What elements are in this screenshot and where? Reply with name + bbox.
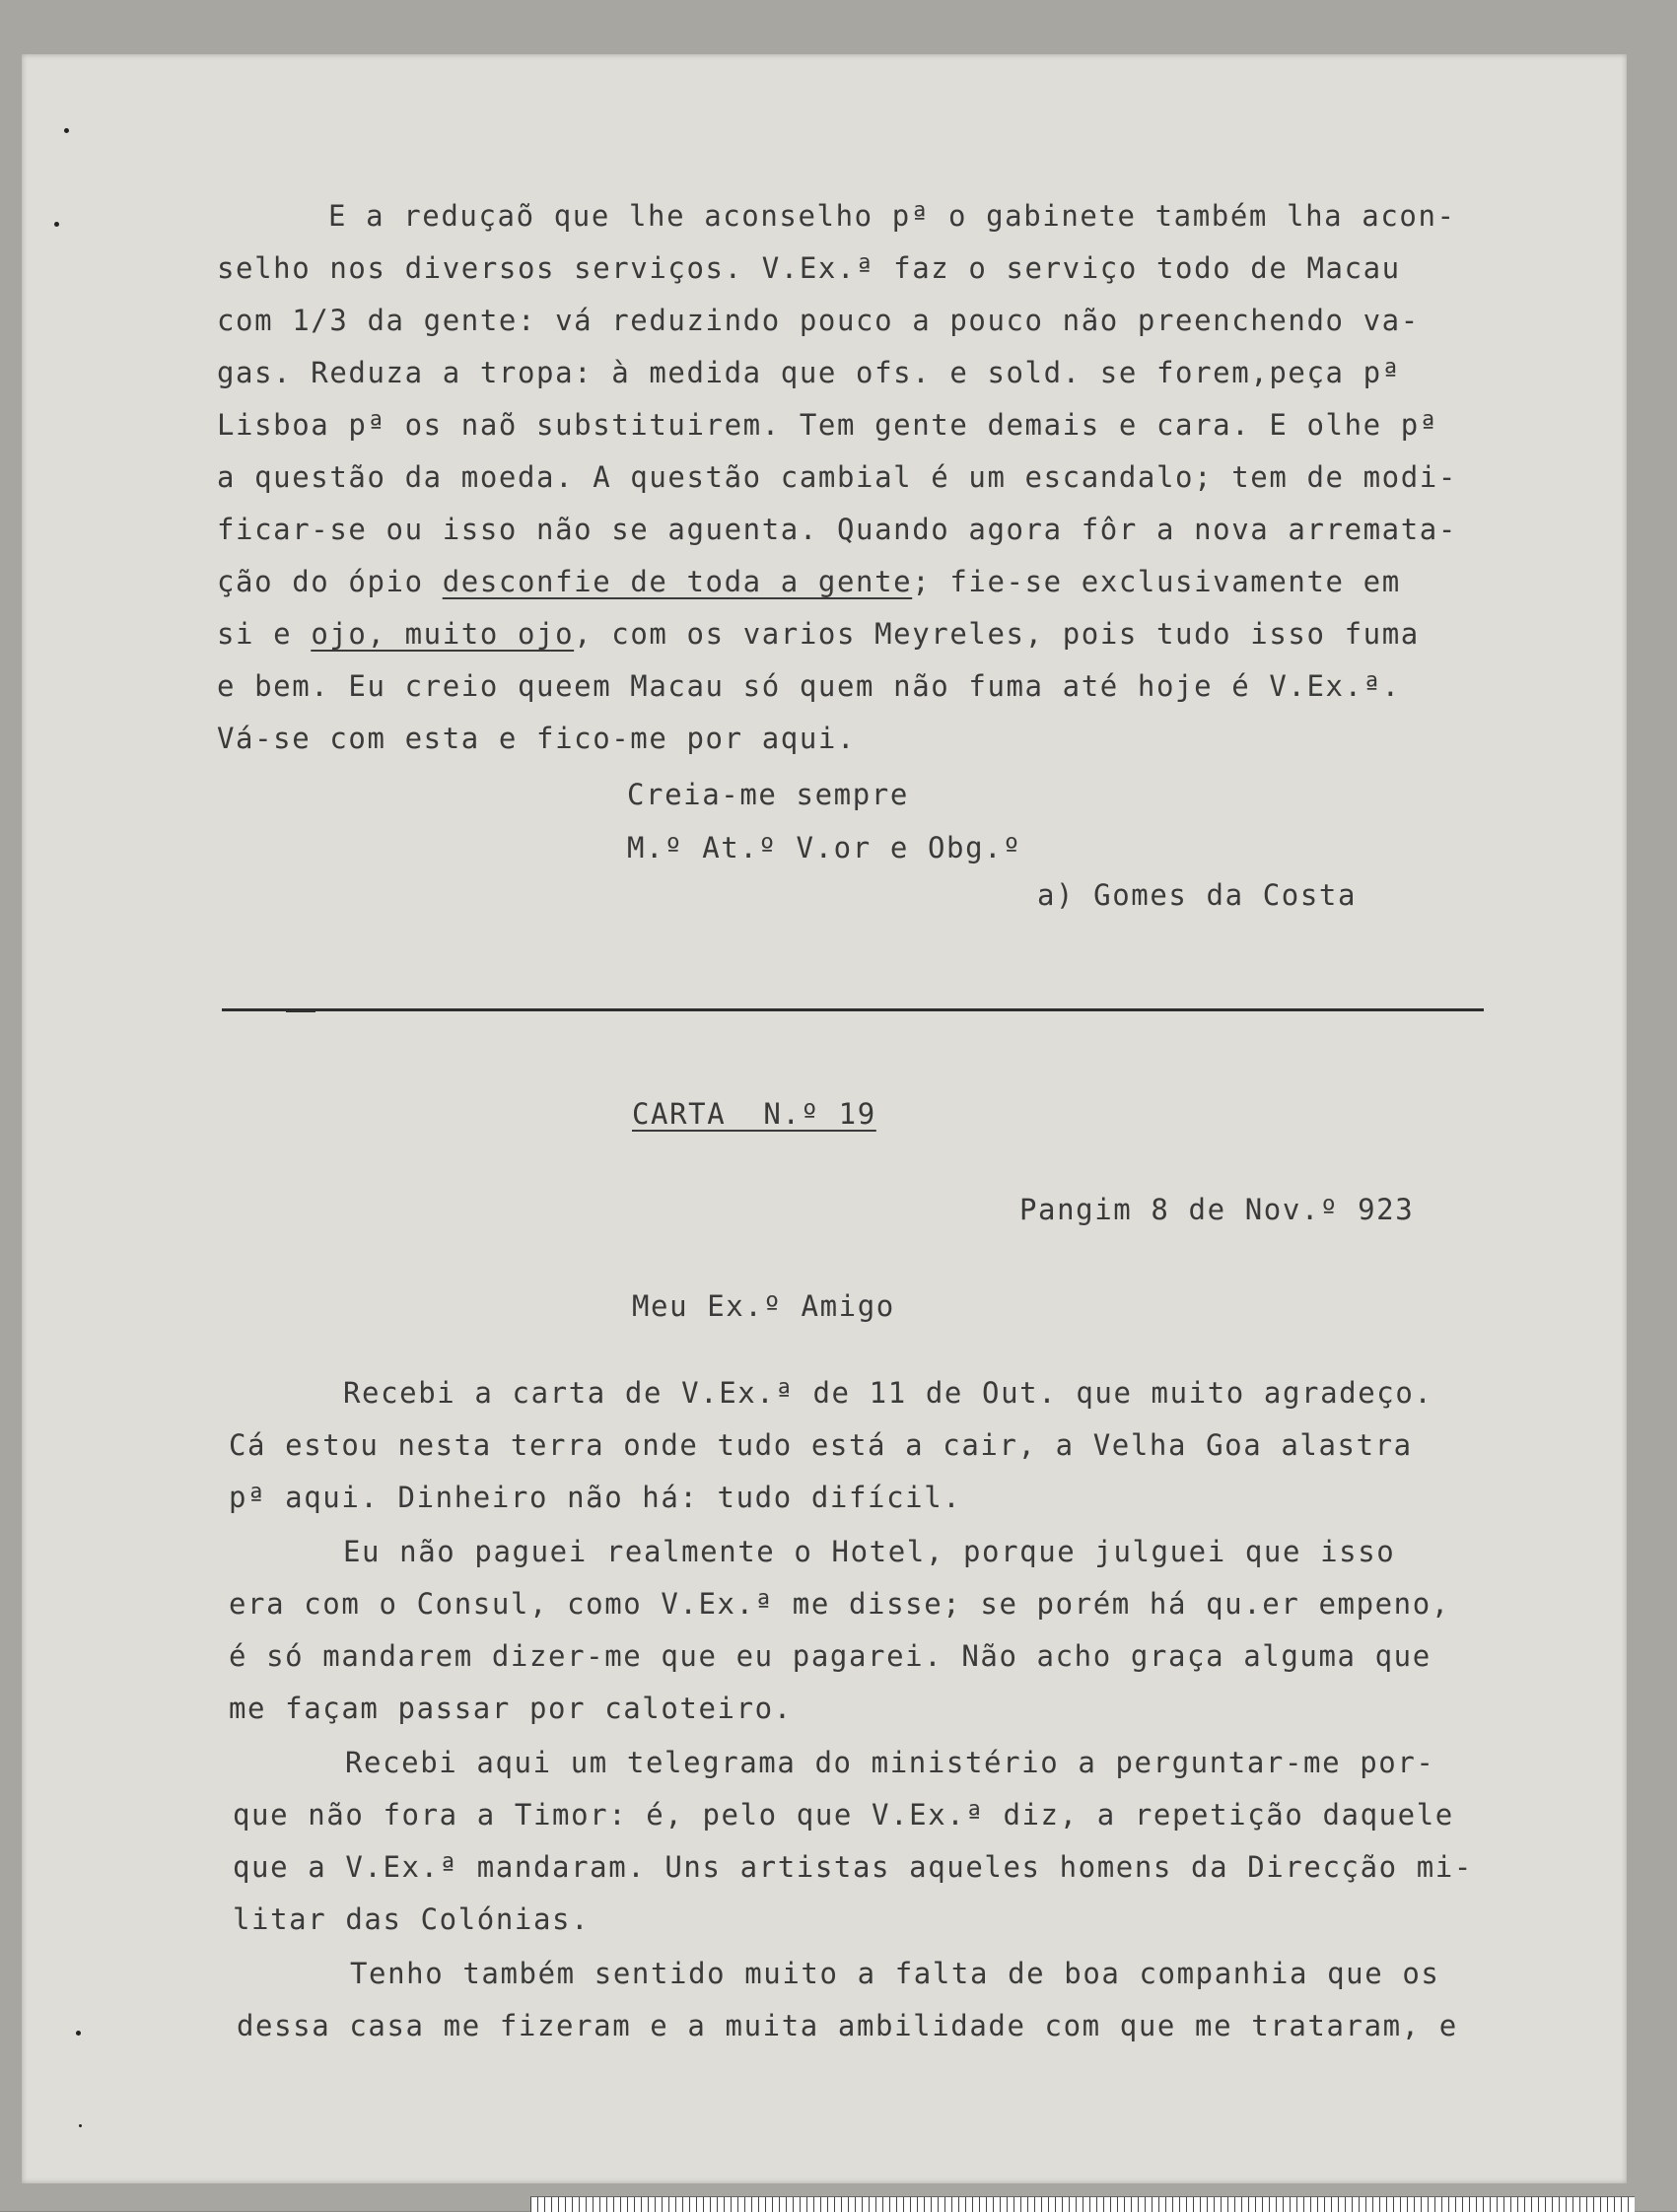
text-segment: , com os varios Meyreles, pois tudo isso fuma xyxy=(574,617,1420,651)
letter1-line-2: selho nos diversos serviços. V.Ex.ª faz o serviço todo de Macau xyxy=(217,251,1401,285)
salutation: Meu Ex.º Amigo xyxy=(632,1289,895,1323)
page-speck xyxy=(79,2124,82,2127)
letter1-line-5: Lisboa pª os naõ substituirem. Tem gente demais e cara. E olhe pª xyxy=(217,408,1438,442)
letter2-line-10: que a V.Ex.ª mandaram. Uns artistas aqueles homens da Direcção mi- xyxy=(233,1850,1473,1884)
page-speck xyxy=(76,2031,81,2036)
letter2-line-8: Recebi aqui um telegrama do ministério a perguntar-me por- xyxy=(345,1746,1435,1779)
letter2-line-12: Tenho também sentido muito a falta de boa companhia que os xyxy=(350,1957,1440,1990)
letter2-line-7: me façam passar por caloteiro. xyxy=(229,1692,793,1725)
letter2-line-5: era com o Consul, como V.Ex.ª me disse; se porém há qu.er empeno, xyxy=(229,1587,1450,1621)
text-segment: ção do ópio xyxy=(217,565,443,598)
letter2-line-4: Eu não paguei realmente o Hotel, porque julguei que isso xyxy=(343,1535,1396,1568)
letter1-line-8 xyxy=(217,556,1401,608)
closing-line: Creia-me sempre xyxy=(627,778,909,811)
letter1-line-3: com 1/3 da gente: vá reduzindo pouco a pouco não preenchendo va- xyxy=(217,304,1420,337)
letter1-line-1: E a reduçaõ que lhe aconselho pª o gabinete também lha acon- xyxy=(328,199,1456,233)
underlined-phrase: ojo, muito ojo xyxy=(311,617,575,651)
divider-mark xyxy=(286,1010,315,1012)
letter2-line-13: dessa casa me fizeram e a muita ambilidade com que me trataram, e xyxy=(237,2009,1458,2042)
signature: a) Gomes da Costa xyxy=(1037,878,1358,912)
letter-heading: CARTA N.º 19 xyxy=(632,1097,876,1131)
letter2-line-9: que não fora a Timor: é, pelo que V.Ex.ª diz, a repetição daquele xyxy=(233,1798,1454,1832)
letter1-line-11: Vá-se com esta e fico-me por aqui. xyxy=(217,722,857,755)
letter1-line-10: e bem. Eu creio queem Macau só quem não fuma até hoje é V.Ex.ª. xyxy=(217,669,1401,703)
closing-line: M.º At.º V.or e Obg.º xyxy=(627,831,1022,864)
letter1-line-7: ficar-se ou isso não se aguenta. Quando agora fôr a nova arremata- xyxy=(217,513,1457,546)
letter2-line-1: Recebi a carta de V.Ex.ª de 11 de Out. que muito agradeço. xyxy=(343,1376,1433,1410)
page-speck xyxy=(64,128,69,133)
letter2-line-6: é só mandarem dizer-me que eu pagarei. Não acho graça alguma que xyxy=(229,1639,1432,1673)
page-speck xyxy=(54,222,59,227)
place-date: Pangim 8 de Nov.º 923 xyxy=(1019,1193,1415,1226)
letter2-line-11: litar das Colónias. xyxy=(233,1902,591,1936)
letter1-line-4: gas. Reduza a tropa: à medida que ofs. e sold. se forem,peça pª xyxy=(217,356,1401,389)
letter1-line-6: a questão da moeda. A questão cambial é um escandalo; tem de modi- xyxy=(217,460,1457,494)
text-segment: ; fie-se exclusivamente em xyxy=(912,565,1401,598)
underlined-phrase: desconfie de toda a gente xyxy=(442,565,913,598)
letter2-line-2: Cá estou nesta terra onde tudo está a cair, a Velha Goa alastra xyxy=(229,1428,1413,1462)
scale-ruler xyxy=(530,2196,1635,2212)
letter2-line-3: pª aqui. Dinheiro não há: tudo difícil. xyxy=(229,1481,962,1514)
letter1-line-9 xyxy=(217,608,1420,660)
section-divider xyxy=(222,1008,1484,1011)
text-segment: si e xyxy=(217,617,312,651)
